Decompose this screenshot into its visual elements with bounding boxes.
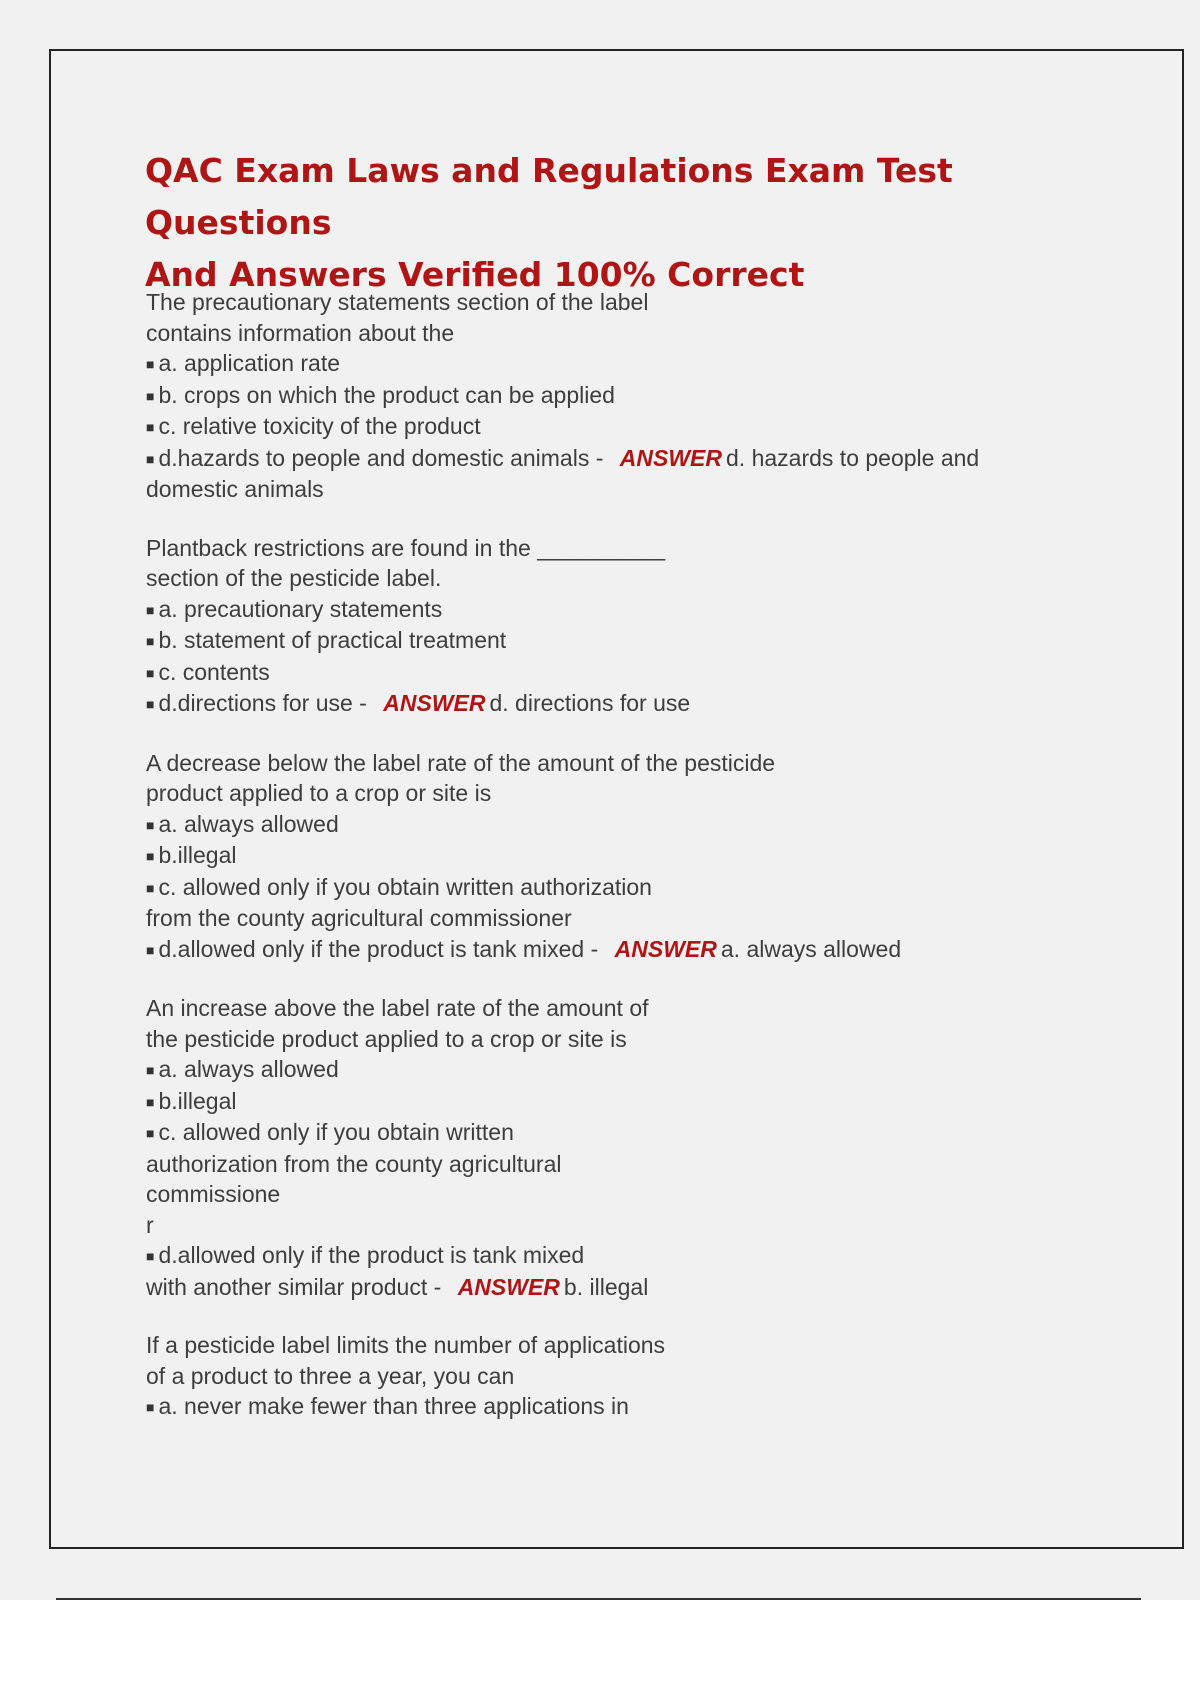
question-3 [146, 748, 1086, 966]
question-text: section of the pesticide label. [146, 565, 442, 591]
answer-label: ANSWER [614, 935, 717, 962]
question-text: of a product to three a year, you can [146, 1362, 515, 1389]
option-b [146, 1086, 1086, 1118]
question-text: product applied to a crop or site is [146, 780, 492, 806]
option-text: a. never make fewer than three applications in [158, 1393, 629, 1419]
option-text: b. statement of practical treatment [158, 627, 507, 653]
title-line-1: QAC Exam Laws and Regulations Exam Test Questions [145, 151, 953, 242]
option-text: b.illegal [158, 842, 237, 868]
bullet-icon: ■ [146, 1399, 155, 1415]
option-b [146, 380, 1086, 412]
option-text: d.allowed only if the product is tank mixed - [158, 935, 605, 962]
bullet-icon: ■ [146, 816, 155, 833]
bullet-icon: ■ [146, 1248, 155, 1264]
option-b [146, 625, 1086, 657]
option-text: b.illegal [158, 1087, 237, 1114]
bottom-rule [56, 1598, 1141, 1600]
option-text: a. precautionary statements [158, 595, 443, 622]
answer-label: ANSWER [457, 1273, 560, 1300]
option-text: c. relative toxicity of the product [158, 413, 481, 439]
bullet-icon: ■ [146, 601, 155, 618]
bullet-icon: ■ [146, 633, 155, 649]
option-a [146, 594, 1086, 626]
bullet-icon: ■ [146, 941, 155, 958]
question-text: contains information about the [146, 319, 455, 346]
page-frame [49, 49, 1184, 1549]
title-line-2: And Answers Verified 100% Correct [145, 255, 805, 294]
document-title [145, 145, 1105, 301]
questions-list [146, 287, 1086, 1451]
bullet-icon: ■ [146, 387, 155, 404]
bullet-icon: ■ [146, 696, 155, 712]
option-text: b. crops on which the product can be applied [158, 381, 615, 408]
question-4 [146, 993, 1086, 1302]
option-continuation: authorization from the county agricultural [146, 1150, 562, 1177]
option-text: d.allowed only if the product is tank mixed [158, 1242, 585, 1268]
answer-text: b. illegal [563, 1273, 649, 1300]
option-c [146, 872, 1086, 904]
bullet-icon: ■ [146, 1062, 155, 1078]
option-c [146, 411, 1086, 443]
bullet-icon: ■ [146, 356, 155, 372]
page-bottom-area [0, 1600, 1200, 1700]
option-text: d.hazards to people and domestic animals - [158, 444, 610, 471]
question-text: Plantback restrictions are found in the __________ [146, 534, 666, 561]
option-c [146, 657, 1086, 689]
bullet-icon: ■ [146, 1093, 155, 1110]
bullet-icon: ■ [146, 879, 155, 896]
answer-continuation: domestic animals [146, 476, 324, 502]
option-text: d.directions for use - [158, 690, 374, 716]
option-d-continuation [146, 1272, 1086, 1303]
option-d [146, 443, 1086, 475]
question-5 [146, 1330, 1086, 1423]
bullet-icon: ■ [146, 664, 155, 681]
answer-text: d. directions for use [489, 690, 691, 716]
option-text: with another similar product - [146, 1273, 448, 1300]
option-c [146, 1117, 1086, 1149]
option-text: c. allowed only if you obtain written authorization [158, 873, 652, 900]
option-text: c. allowed only if you obtain written [158, 1119, 514, 1145]
question-text: A decrease below the label rate of the amount of the pesticide [146, 749, 776, 776]
option-text: a. application rate [158, 350, 341, 376]
option-continuation: r [146, 1211, 154, 1238]
answer-text: d. hazards to people and [726, 444, 980, 471]
answer-label: ANSWER [619, 444, 723, 471]
bullet-icon: ■ [146, 1125, 155, 1141]
question-text: the pesticide product applied to a crop or site is [146, 1025, 627, 1052]
option-continuation: from the county agricultural commissioner [146, 905, 572, 931]
question-text: The precautionary statements section of the label [146, 289, 649, 315]
option-text: c. contents [158, 658, 270, 685]
bullet-icon: ■ [146, 848, 155, 864]
question-text: An increase above the label rate of the amount of [146, 995, 649, 1021]
bullet-icon: ■ [146, 450, 155, 467]
option-b [146, 840, 1086, 872]
option-d [146, 934, 1086, 966]
option-text: a. always allowed [158, 810, 339, 837]
question-text: If a pesticide label limits the number of applications [146, 1332, 666, 1358]
option-text: a. always allowed [158, 1056, 339, 1082]
option-d [146, 688, 1086, 720]
option-a [146, 809, 1086, 841]
answer-text: a. always allowed [720, 935, 902, 962]
question-1 [146, 287, 1086, 505]
option-a [146, 1391, 1086, 1423]
option-a [146, 348, 1086, 380]
bullet-icon: ■ [146, 419, 155, 435]
option-continuation: commissione [146, 1181, 281, 1207]
question-2 [146, 533, 1086, 720]
option-a [146, 1054, 1086, 1086]
option-d [146, 1240, 1086, 1272]
answer-label: ANSWER [383, 690, 486, 716]
